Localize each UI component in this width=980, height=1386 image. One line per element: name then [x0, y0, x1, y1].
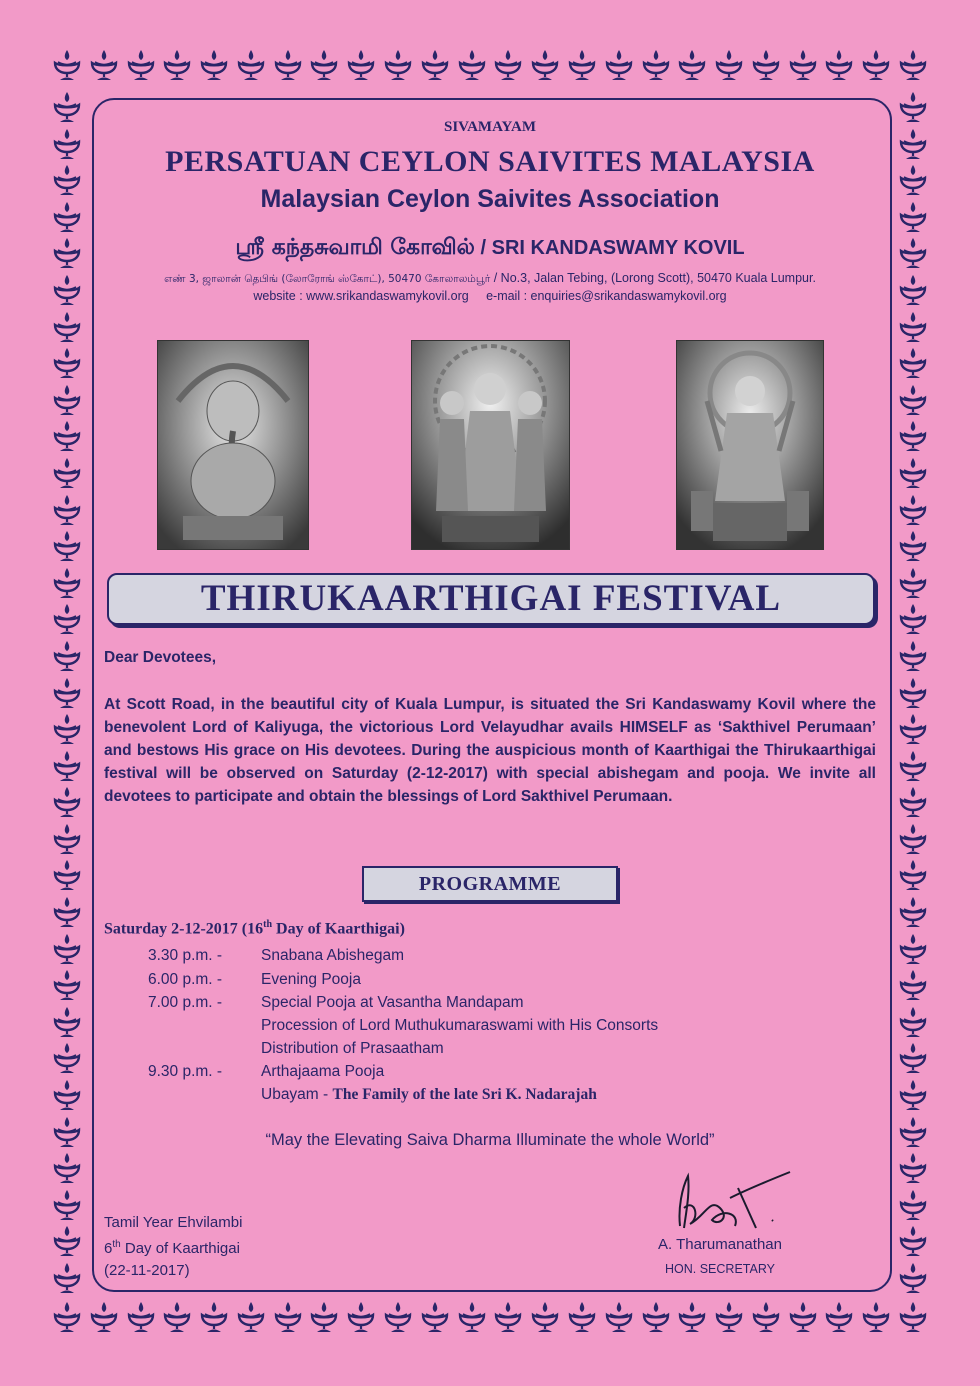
lamp-icon: [898, 895, 928, 929]
lamp-icon: [898, 822, 928, 856]
lamp-icon: [898, 639, 928, 673]
lamp-icon: [677, 1300, 707, 1334]
programme-date: [104, 919, 405, 938]
lamp-icon: [898, 529, 928, 563]
lamp-icon: [898, 456, 928, 490]
lamp-icon: [898, 749, 928, 783]
lamp-icon: [898, 1151, 928, 1185]
kovil-name-line: [0, 234, 980, 263]
lamp-border-top: [52, 48, 928, 88]
lamp-icon: [714, 1300, 744, 1334]
lamp-icon: [530, 48, 560, 82]
lamp-icon: [420, 48, 450, 82]
lamp-icon: [677, 48, 707, 82]
lamp-icon: [898, 1224, 928, 1258]
lamp-icon: [604, 48, 634, 82]
letter-greeting: Dear Devotees,: [104, 649, 217, 666]
email-text: e-mail : enquiries@srikandaswamykovil.org: [486, 289, 727, 303]
org-title-english: Malaysian Ceylon Saivites Association: [260, 185, 720, 213]
schedule-event: Procession of Lord Muthukumaraswami with His Consorts: [261, 1017, 659, 1034]
tamil-day: [104, 1234, 242, 1260]
lamp-icon: [457, 1300, 487, 1334]
lamp-icon: [714, 48, 744, 82]
lamp-icon: [52, 1078, 82, 1112]
lamp-icon: [898, 1261, 928, 1295]
tamil-year: Tamil Year Ehvilambi: [104, 1214, 243, 1231]
contact-line: [0, 289, 980, 303]
lamp-icon: [824, 1300, 854, 1334]
lamp-icon: [788, 1300, 818, 1334]
lamp-icon: [861, 48, 891, 82]
lamp-icon: [493, 1300, 523, 1334]
lamp-icon: [383, 48, 413, 82]
lamp-icon: [52, 310, 82, 344]
lamp-icon: [898, 1041, 928, 1075]
lamp-icon: [824, 48, 854, 82]
lamp-icon: [898, 712, 928, 746]
sivamayam-label: SIVAMAYAM: [444, 119, 536, 135]
lamp-icon: [52, 493, 82, 527]
letter-paragraph: At Scott Road, in the beautiful city of Kuala Lumpur, is situated the Sri Kandaswamy Kovil where the benevolent Lord of Kaliyuga, the victorious Lord Velayudhar avails HIMSELF as ‘Sakthivel Perumaan’ and bestows His grace on His devotees. During the auspicious month of Kaarthigai the Thirukaarthigai festival will be observed on Saturday (2-12-2017) with special abishegam and pooja. We invite all devotees to participate and obtain the blessings of Lord Sakthivel Perumaan.: [104, 696, 876, 805]
lamp-icon: [420, 1300, 450, 1334]
lamp-icon: [898, 785, 928, 819]
lamp-icon: [898, 932, 928, 966]
schedule-time: 7.00 p.m. -: [148, 994, 223, 1011]
lamp-icon: [493, 48, 523, 82]
lamp-icon: [567, 1300, 597, 1334]
lamp-icon: [309, 1300, 339, 1334]
lamp-icon: [52, 712, 82, 746]
lamp-icon: [52, 383, 82, 417]
lamp-icon: [273, 1300, 303, 1334]
schedule-event: Evening Pooja: [261, 971, 361, 988]
lamp-border-bottom: [52, 1300, 928, 1340]
tamil-day-sup: th: [112, 1239, 121, 1250]
lamp-icon: [898, 1300, 928, 1334]
lamp-icon: [457, 48, 487, 82]
lamp-icon: [530, 1300, 560, 1334]
lamp-icon: [346, 1300, 376, 1334]
lamp-icon: [641, 1300, 671, 1334]
lamp-icon: [52, 968, 82, 1002]
lamp-icon: [52, 676, 82, 710]
ubayam-line: [261, 1086, 597, 1104]
programme-date-prefix: Saturday 2-12-2017 (16: [104, 920, 264, 938]
lamp-icon: [52, 602, 82, 636]
lamp-icon: [383, 1300, 413, 1334]
deity-photo-sakthivel: [676, 340, 824, 550]
lamp-icon: [346, 48, 376, 82]
lamp-icon: [52, 1151, 82, 1185]
lamp-icon: [52, 749, 82, 783]
lamp-icon: [52, 48, 82, 82]
lamp-icon: [898, 968, 928, 1002]
deity-photo-ganesha: [157, 340, 309, 550]
lamp-icon: [309, 48, 339, 82]
lamp-icon: [162, 1300, 192, 1334]
lamp-icon: [788, 48, 818, 82]
lamp-icon: [898, 383, 928, 417]
lamp-icon: [52, 419, 82, 453]
lamp-icon: [52, 1300, 82, 1334]
programme-heading: PROGRAMME: [362, 866, 618, 902]
lamp-icon: [898, 1005, 928, 1039]
footer-date: (22-11-2017): [104, 1262, 190, 1279]
lamp-icon: [52, 1224, 82, 1258]
lamp-icon: [52, 1188, 82, 1222]
lamp-icon: [641, 48, 671, 82]
schedule-time: 3.30 p.m. -: [148, 947, 223, 964]
lamp-icon: [52, 639, 82, 673]
lamp-icon: [898, 676, 928, 710]
tamil-day-num: 6: [104, 1240, 113, 1257]
schedule-time: 9.30 p.m. -: [148, 1063, 223, 1080]
lamp-icon: [567, 48, 597, 82]
lamp-icon: [236, 48, 266, 82]
lamp-icon: [898, 48, 928, 82]
programme-date-suffix: Day of Kaarthigai): [272, 920, 405, 938]
ubayam-label: Ubayam -: [261, 1086, 333, 1103]
lamp-icon: [273, 48, 303, 82]
lamp-icon: [52, 1005, 82, 1039]
lamp-icon: [52, 529, 82, 563]
tamil-day-suffix: Day of Kaarthigai: [120, 1240, 240, 1257]
kovil-name-english: / SRI KANDASWAMY KOVIL: [480, 237, 745, 259]
lamp-icon: [604, 1300, 634, 1334]
website-text: website : www.srikandaswamykovil.org: [253, 289, 469, 303]
lamp-icon: [126, 1300, 156, 1334]
lamp-icon: [52, 895, 82, 929]
lamp-icon: [898, 419, 928, 453]
schedule-time: 6.00 p.m. -: [148, 971, 223, 988]
closing-quote: “May the Elevating Saiva Dharma Illuminate the whole World”: [265, 1131, 715, 1149]
lamp-icon: [898, 1188, 928, 1222]
lamp-icon: [199, 48, 229, 82]
programme-date-sup: th: [263, 919, 273, 930]
address-english: / No.3, Jalan Tebing, (Lorong Scott), 50470 Kuala Lumpur.: [493, 271, 816, 285]
deity-photo-murugan-consorts: [411, 340, 570, 550]
lamp-icon: [751, 1300, 781, 1334]
lamp-icon: [199, 1300, 229, 1334]
address-tamil: எண் 3, ஜாலான் தெபிங் (லோரோங் ஸ்கோட்), 50470 கோலாலம்பூர்: [164, 273, 491, 285]
lamp-icon: [898, 493, 928, 527]
schedule-event: Distribution of Prasaatham: [261, 1040, 444, 1057]
signatory-name: A. Tharumanathan: [658, 1236, 782, 1253]
schedule-event: Snabana Abishegam: [261, 947, 405, 964]
ubayam-name: The Family of the late Sri K. Nadarajah: [332, 1086, 597, 1103]
lamp-icon: [898, 1078, 928, 1112]
org-title-malay: PERSATUAN CEYLON SAIVITES MALAYSIA: [165, 145, 815, 178]
schedule-event: Special Pooja at Vasantha Mandapam: [261, 994, 524, 1011]
signatory-title: HON. SECRETARY: [665, 1262, 775, 1276]
lamp-icon: [898, 602, 928, 636]
lamp-icon: [898, 858, 928, 892]
festival-title-banner: THIRUKAARTHIGAI FESTIVAL: [107, 573, 875, 625]
lamp-icon: [52, 932, 82, 966]
lamp-icon: [861, 1300, 891, 1334]
lamp-icon: [52, 346, 82, 380]
lamp-icon: [89, 1300, 119, 1334]
lamp-icon: [52, 822, 82, 856]
signature: [660, 1168, 800, 1234]
lamp-icon: [52, 1261, 82, 1295]
lamp-icon: [52, 1041, 82, 1075]
lamp-icon: [898, 310, 928, 344]
footer-date-block: [104, 1212, 242, 1282]
lamp-icon: [52, 566, 82, 600]
schedule-event: Arthajaama Pooja: [261, 1063, 385, 1080]
lamp-icon: [89, 48, 119, 82]
address-line: [0, 271, 980, 286]
lamp-icon: [751, 48, 781, 82]
lamp-icon: [162, 48, 192, 82]
lamp-icon: [236, 1300, 266, 1334]
lamp-icon: [126, 48, 156, 82]
lamp-icon: [898, 346, 928, 380]
lamp-icon: [52, 858, 82, 892]
lamp-icon: [52, 456, 82, 490]
kovil-name-tamil: ஸ்ரீ கந்தசுவாமி கோவில்: [235, 234, 475, 260]
lamp-icon: [52, 785, 82, 819]
lamp-icon: [898, 566, 928, 600]
